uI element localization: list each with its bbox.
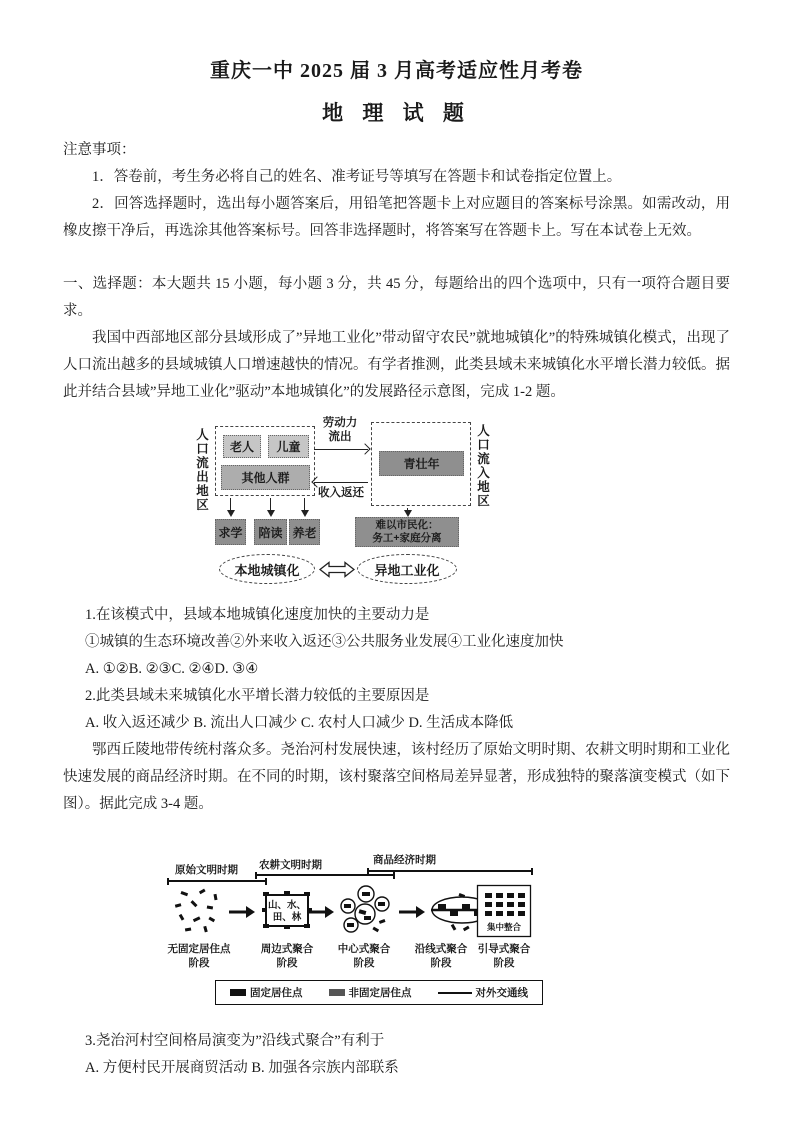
difficult-line1: 难以市民化： <box>375 519 439 532</box>
fixed-dwelling-swatch-icon <box>230 989 246 996</box>
urbanization-path-diagram <box>193 416 493 588</box>
stage-arrow-icon <box>399 906 425 918</box>
stage2-name: 周边式聚合 <box>260 943 314 955</box>
difficult-line2: 务工+家庭分离 <box>372 532 442 544</box>
legend-fixed-label: 固定居住点 <box>250 987 303 999</box>
question-2-options: A. 收入返还减少 B. 流出人口减少 C. 农村人口减少 D. 生活成本降低 <box>85 715 514 731</box>
stage2-box-line2: 田、林 <box>272 912 302 923</box>
down-arrow-icon <box>304 498 305 515</box>
legend-nonfixed-label: 非固定居住点 <box>348 987 412 999</box>
stage3-central-aggregation-icon <box>335 884 393 934</box>
question-3-options: A. 方便村民开展商贸活动 B. 加强各宗族内部联系 <box>85 1060 399 1076</box>
outflow-region-box <box>215 426 315 496</box>
stage4-suffix: 阶段 <box>430 957 452 970</box>
stage4-name: 沿线式聚合 <box>414 943 468 955</box>
labor-outflow-line2: 流出 <box>328 431 352 444</box>
labor-outflow-line1: 劳动力 <box>322 417 358 429</box>
study-reason-box: 求学 <box>215 519 246 545</box>
question-1-choices: ①城镇的生态环境改善②外来收入返还③公共服务业发展④工业化速度加快 <box>85 634 564 650</box>
period-commodity-bar <box>367 870 533 872</box>
down-arrow-icon <box>407 508 408 515</box>
stage2-suffix: 阶段 <box>276 957 298 970</box>
notice-item-1: 1．答卷前，考生务必将自己的姓名、准考证号等填写在答题卡和试卷指定位置上。 <box>92 169 622 185</box>
traffic-line-swatch-icon <box>438 992 472 994</box>
down-arrow-icon <box>230 498 231 515</box>
stage3-name: 中心式聚合 <box>337 943 391 955</box>
stage5-label <box>462 942 546 970</box>
paper-title: 重庆一中 2025 届 3 月高考适应性月考卷 <box>210 60 583 82</box>
stage1-label <box>157 942 241 970</box>
labor-outflow-label <box>313 416 367 445</box>
stage5-guided-aggregation-icon <box>476 884 532 938</box>
stage2-box-line1: 山、水、 <box>267 900 307 911</box>
legend-fixed-dwelling <box>230 985 303 1000</box>
period-commodity-label: 商品经济时期 <box>373 854 436 866</box>
stage5-suffix: 阶段 <box>493 957 515 970</box>
inflow-region-box <box>371 422 471 506</box>
eldercare-reason-box: 养老 <box>289 519 320 545</box>
local-urbanization-ellipse: 本地城镇化 <box>219 554 315 584</box>
elderly-group-box: 老人 <box>223 435 261 458</box>
intro-paragraph-1: 我国中西部地区部分县域形成了”异地工业化”带动留守农民”就地城镇化”的特殊城镇化模式，出现了人口流出越多的县域城镇人口增速越快的情况。有学者推测，此类县域未来城镇化水平增长潜力较低。据此并结合县域”异地工业化”驱动”本地城镇化”的发展路径示意图，完成 1-2 题。 <box>63 330 730 400</box>
question-2: 2.此类县域未来城镇化水平增长潜力较低的主要原因是 <box>85 688 430 704</box>
subject-title: 地 理 试 题 <box>322 101 471 125</box>
population-outflow-region-label: 人口流出地区 <box>196 428 209 512</box>
stage5-name: 引导式聚合 <box>477 943 531 955</box>
stage2-label <box>245 942 329 970</box>
income-return-label: 收入返还 <box>318 487 364 499</box>
labor-outflow-arrow-icon <box>314 449 368 450</box>
questions-3-4 <box>63 1028 730 1082</box>
intro-paragraph-2: 鄂西丘陵地带传统村落众多。尧治河村发展快速，该村经历了原始文明时期、农耕文明时期和工业化快速发展的商品经济时期。在不同的时期，该村聚落空间格局差异显著，形成独特的聚落演变模式（如下图）。据此完成 3-4 题。 <box>63 742 730 812</box>
others-group-box: 其他人群 <box>221 465 310 490</box>
section-heading: 一、选择题：本大题共 15 小题，每小题 3 分，共 45 分，每题给出的四个选项中，只有一项符合题目要求。 <box>63 276 730 319</box>
notice-heading: 注意事项： <box>63 142 136 158</box>
stage-arrow-icon <box>308 906 334 918</box>
double-arrow-icon <box>319 561 355 578</box>
young-adults-box: 青壮年 <box>379 451 464 476</box>
period-primitive-label: 原始文明时期 <box>175 864 238 876</box>
notice-item-2: 2．回答选择题时，选出每小题答案后，用铅笔把答题卡上对应题目的答案标号涂黑。如需改动，用橡皮擦干净后，再选涂其他答案标号。回答非选择题时，将答案写在答题卡上。写在本试卷上无效。 <box>63 196 730 239</box>
down-arrow-icon <box>270 498 271 515</box>
legend-traffic-label: 对外交通线 <box>475 987 528 999</box>
question-3: 3.尧治河村空间格局演变为”沿线式聚合”有利于 <box>85 1033 385 1049</box>
stage1-scattered-dwellings-icon <box>173 888 225 934</box>
period-agricultural-bar <box>255 874 395 876</box>
offsite-industrialization-ellipse: 异地工业化 <box>357 554 457 584</box>
difficult-citizenization-box <box>355 517 459 547</box>
stage-arrow-icon <box>229 906 255 918</box>
settlement-evolution-diagram <box>161 854 561 1012</box>
children-group-box: 儿童 <box>268 435 309 458</box>
legend-nonfixed-dwelling <box>329 985 412 1000</box>
period-primitive-bar <box>167 880 267 882</box>
question-1-options: A. ①②B. ②③C. ②④D. ③④ <box>85 661 259 677</box>
legend-traffic-line <box>438 985 529 1000</box>
stage3-suffix: 阶段 <box>353 957 375 970</box>
diagram2-legend <box>215 980 543 1005</box>
population-inflow-region-label: 人口流入地区 <box>477 424 490 508</box>
period-agricultural-label: 农耕文明时期 <box>259 859 322 871</box>
stage3-label <box>322 942 406 970</box>
stage1-suffix: 阶段 <box>188 957 210 970</box>
stage5-box-label: 集中整合 <box>486 922 522 932</box>
question-1: 1.在该模式中，县域本地城镇化速度加快的主要动力是 <box>85 607 430 623</box>
stage1-name: 无固定居住点 <box>167 943 231 955</box>
questions-1-2 <box>63 602 730 737</box>
nonfixed-dwelling-swatch-icon <box>329 989 345 996</box>
accompany-reason-box: 陪读 <box>254 519 287 545</box>
income-return-arrow-icon <box>314 482 368 483</box>
